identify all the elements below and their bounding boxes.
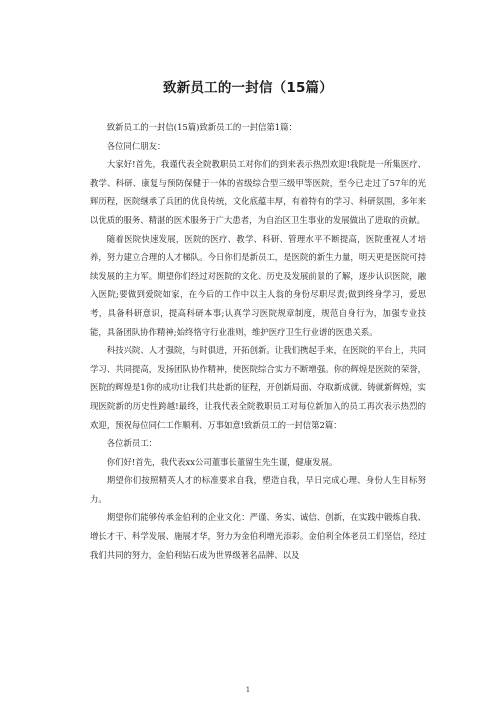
page-title: 致新员工的一封信（15篇） — [163, 80, 333, 96]
paragraph: 科技兴院、人才强院，与时俱进，开拓创新。让我们携起手来，在医院的平台上，共同学习、共同提高，发扬团队协作精神，使医院综合实力不断增强。你的辉煌是医院的荣誉，医院的辉煌是1你的成功!让我们共赴新的征程，开创新局面、夺取新成就、铸就新辉煌，实现医院新的历史性跨越!最终，让我代表全院教职员工对每位新加入的员工再次表示热烈的欢迎，预祝每位同仁工作顺利、万事如意!致新员工的一封信第2篇： — [90, 345, 426, 430]
paragraph-salutation: 各位新员工： — [106, 438, 158, 449]
paragraph: 期望你们能够传承金伯利的企业文化：严谨、务实、诚信、创新，在实践中锻炼自我、增长才干、科学发展、施展才华，努力为金伯利增光添彩。金伯利全体老员工们坚信，经过我们共同的努力，金伯利钻石成为世界级著名品牌、以及 — [90, 512, 426, 560]
document-body — [90, 118, 426, 564]
paragraph-subtitle: 致新员工的一封信(15篇)致新员工的一封信第1篇： — [106, 122, 297, 132]
paragraph: 你们好!首先，我代表xx公司董事长董留生先生谨，健康发展。 — [106, 456, 338, 467]
paragraph-salutation: 各位同仁朋友： — [106, 140, 166, 151]
page-number: 1 — [245, 686, 251, 694]
paragraph: 大家好!首先，我谨代表全院教职员工对你们的到来表示热烈欢迎!我院是一所集医疗、教学、科研、康复与预防保健于一体的省级综合型三级甲等医院，至今已走过了57年的光辉历程，医院继承了兵团的优良传统，文化底蕴丰厚，有着特有的学习、科研氛围，多年来以优质的服务、精湛的医术服务于广大患者，为自治区卫生事业的发展做出了进取的贡献。 — [90, 159, 426, 225]
paragraph: 随着医院快速发展，医院的医疗、教学、科研、管理水平不断提高，医院重视人才培养，努力建立合理的人才梯队。今日你们是新员工，是医院的新生力量，明天更是医院可持续发展的主力军。期望你们经过对医院的文化、历史及发展前景的了解，逐步认识医院，融入医院;要做到爱院如家，在今后的工作中以主人翁的身份尽职尽责;做到终身学习，爱思考，具备科研意识，提高科研本事;认真学习医院规章制度，规范自身行为，加强专业技能，具备团队协作精神;始终恪守行业准则，维护医疗卫生行业谱的医患关系。 — [90, 233, 426, 337]
paragraph: 期望你们按照精英人才的标准要求自我，塑造自我，早日完成心理、身份人生目标努力。 — [90, 475, 426, 504]
